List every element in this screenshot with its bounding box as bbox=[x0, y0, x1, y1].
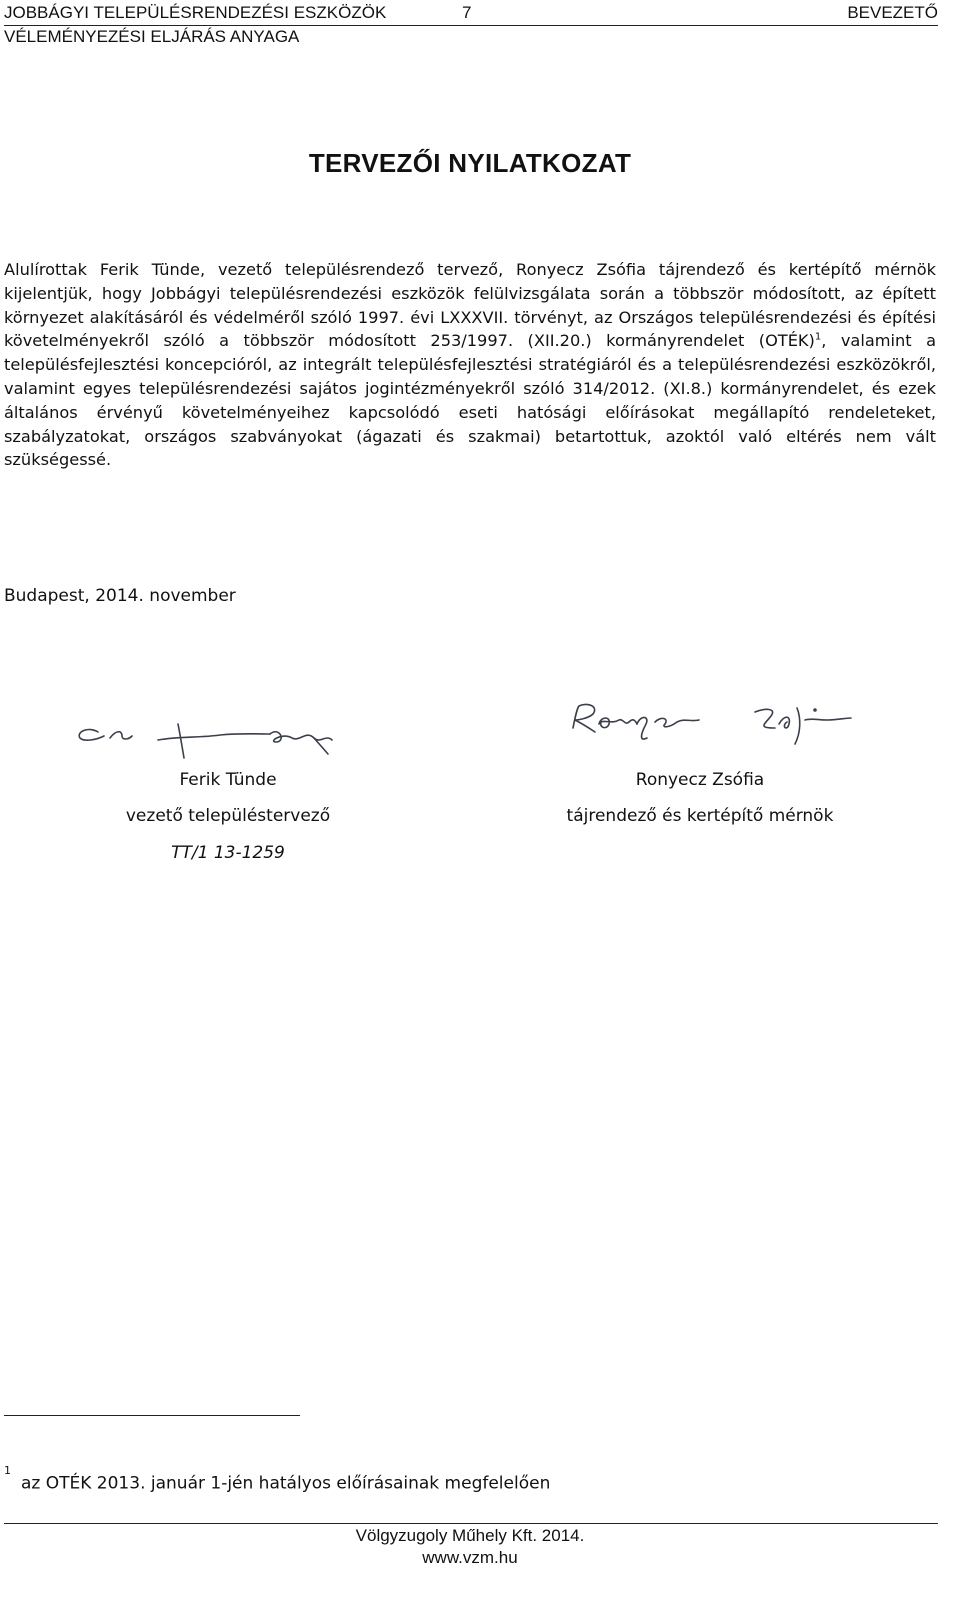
place-and-date: Budapest, 2014. november bbox=[4, 586, 236, 606]
running-header bbox=[4, 3, 938, 26]
footer-company: Völgyzugoly Műhely Kft. 2014. bbox=[355, 1526, 585, 1545]
header-subtitle: VÉLEMÉNYEZÉSI ELJÁRÁS ANYAGA bbox=[4, 27, 300, 46]
footnote-divider bbox=[4, 1415, 300, 1416]
declaration-paragraph bbox=[4, 258, 936, 472]
signatory-1-role: vezető településtervező bbox=[125, 806, 331, 826]
footer-divider bbox=[4, 1523, 938, 1524]
footnote-marker: 1 bbox=[4, 1464, 11, 1477]
signatory-2-role: tájrendező és kertépítő mérnök bbox=[566, 806, 834, 826]
signature-ronyecz-zsofia bbox=[565, 698, 855, 756]
declaration-text-part1: Alulírottak Ferik Tünde, vezető településrendező tervező, Ronyecz Zsófia tájrendező és kertépítő mérnök kijelentjük, hogy Jobbágyi településrendezési eszközök felülvizsgálata során a többször módosított, az épített környezet alakításáról és védelméről szóló 1997. évi LXXXVII. törvényt, az Országos településrendezési és építési követelményekről szóló a többször módosított 253/1997. (XII.20.) kormányrendelet (OTÉK) bbox=[4, 260, 936, 351]
header-section-name: BEVEZETŐ bbox=[847, 3, 938, 22]
header-page-number: 7 bbox=[462, 3, 472, 22]
header-document-title: JOBBÁGYI TELEPÜLÉSRENDEZÉSI ESZKÖZÖK bbox=[4, 3, 387, 22]
signatory-2-name: Ronyecz Zsófia bbox=[635, 770, 765, 790]
footnote-reference: 1 bbox=[814, 332, 822, 343]
signatory-1-name: Ferik Tünde bbox=[179, 770, 277, 790]
footnote bbox=[4, 1464, 551, 1494]
signature-ferik-tunde bbox=[70, 712, 340, 767]
page-title: TERVEZŐI NYILATKOZAT bbox=[308, 148, 632, 178]
declaration-text-part2: , valamint a településfejlesztési koncepcióról, az integrált településfejlesztési stratégiáról és a településrendezési eszközökről, valamint egyes településrendezési sajátos jogintézményekről szóló 314/2012. (XI.8.) kormányrendelet, és ezek általános érvényű követelményeihez kapcsolódó eseti hatósági előírásokat megállapító rendeleteket, szabályzatokat, országos szabványokat (ágazati és szakmai) betartottuk, azoktól való eltérés nem vált szükségessé. bbox=[4, 331, 936, 470]
signatory-1-registration-id: TT/1 13-1259 bbox=[171, 843, 285, 863]
footer-website: www.vzm.hu bbox=[422, 1548, 518, 1567]
footnote-text: az OTÉK 2013. január 1-jén hatályos előírásainak megfelelően bbox=[21, 1473, 551, 1494]
